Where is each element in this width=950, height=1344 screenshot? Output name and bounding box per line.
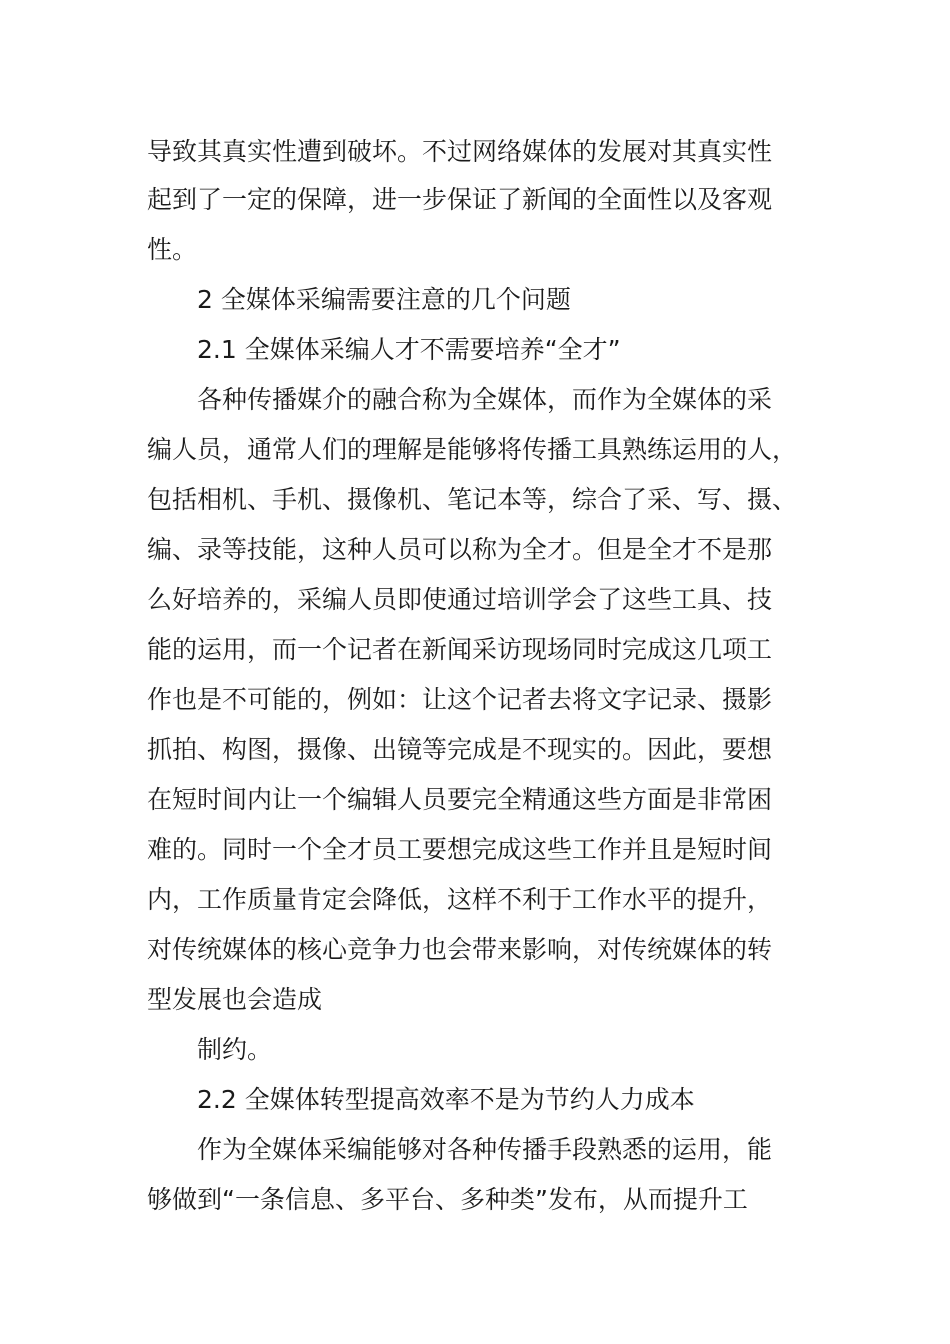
paragraph-line: 编人员，通常人们的理解是能够将传播工具熟练运用的人，	[147, 435, 798, 464]
paragraph-line: 型发展也会造成	[147, 985, 323, 1014]
paragraph-line: 够做到“一条信息、多平台、多种类”发布，从而提升工	[147, 1185, 748, 1214]
paragraph-line: 编、录等技能，这种人员可以称为全才。但是全才不是那	[147, 535, 773, 564]
subsection-heading: 2.1 全媒体采编人才不需要培养“全才”	[197, 335, 621, 364]
paragraph-line: 性。	[147, 235, 198, 264]
paragraph-line: 内，工作质量肯定会降低，这样不利于工作水平的提升，	[147, 885, 773, 914]
paragraph-line: 各种传播媒介的融合称为全媒体，而作为全媒体的采	[197, 385, 773, 414]
paragraph-line: 包括相机、手机、摄像机、笔记本等，综合了采、写、摄、	[147, 485, 798, 514]
paragraph-line: 作也是不可能的，例如：让这个记者去将文字记录、摄影	[147, 685, 773, 714]
paragraph-line: 制约。	[197, 1035, 273, 1064]
paragraph-line: 作为全媒体采编能够对各种传播手段熟悉的运用，能	[197, 1135, 773, 1164]
paragraph-line: 能的运用，而一个记者在新闻采访现场同时完成这几项工	[147, 635, 773, 664]
paragraph-line: 对传统媒体的核心竞争力也会带来影响，对传统媒体的转	[147, 935, 773, 964]
section-heading: 2 全媒体采编需要注意的几个问题	[197, 285, 571, 314]
paragraph-line: 起到了一定的保障，进一步保证了新闻的全面性以及客观	[147, 185, 773, 214]
paragraph-line: 在短时间内让一个编辑人员要完全精通这些方面是非常困	[147, 785, 773, 814]
paragraph-line: 抓拍、构图，摄像、出镜等完成是不现实的。因此，要想	[147, 735, 773, 764]
paragraph-line: 难的。同时一个全才员工要想完成这些工作并且是短时间	[147, 835, 773, 864]
paragraph-line: 导致其真实性遭到破坏。不过网络媒体的发展对其真实性	[147, 137, 773, 166]
paragraph-line: 么好培养的，采编人员即使通过培训学会了这些工具、技	[147, 585, 773, 614]
subsection-heading: 2.2 全媒体转型提高效率不是为节约人力成本	[197, 1085, 695, 1114]
